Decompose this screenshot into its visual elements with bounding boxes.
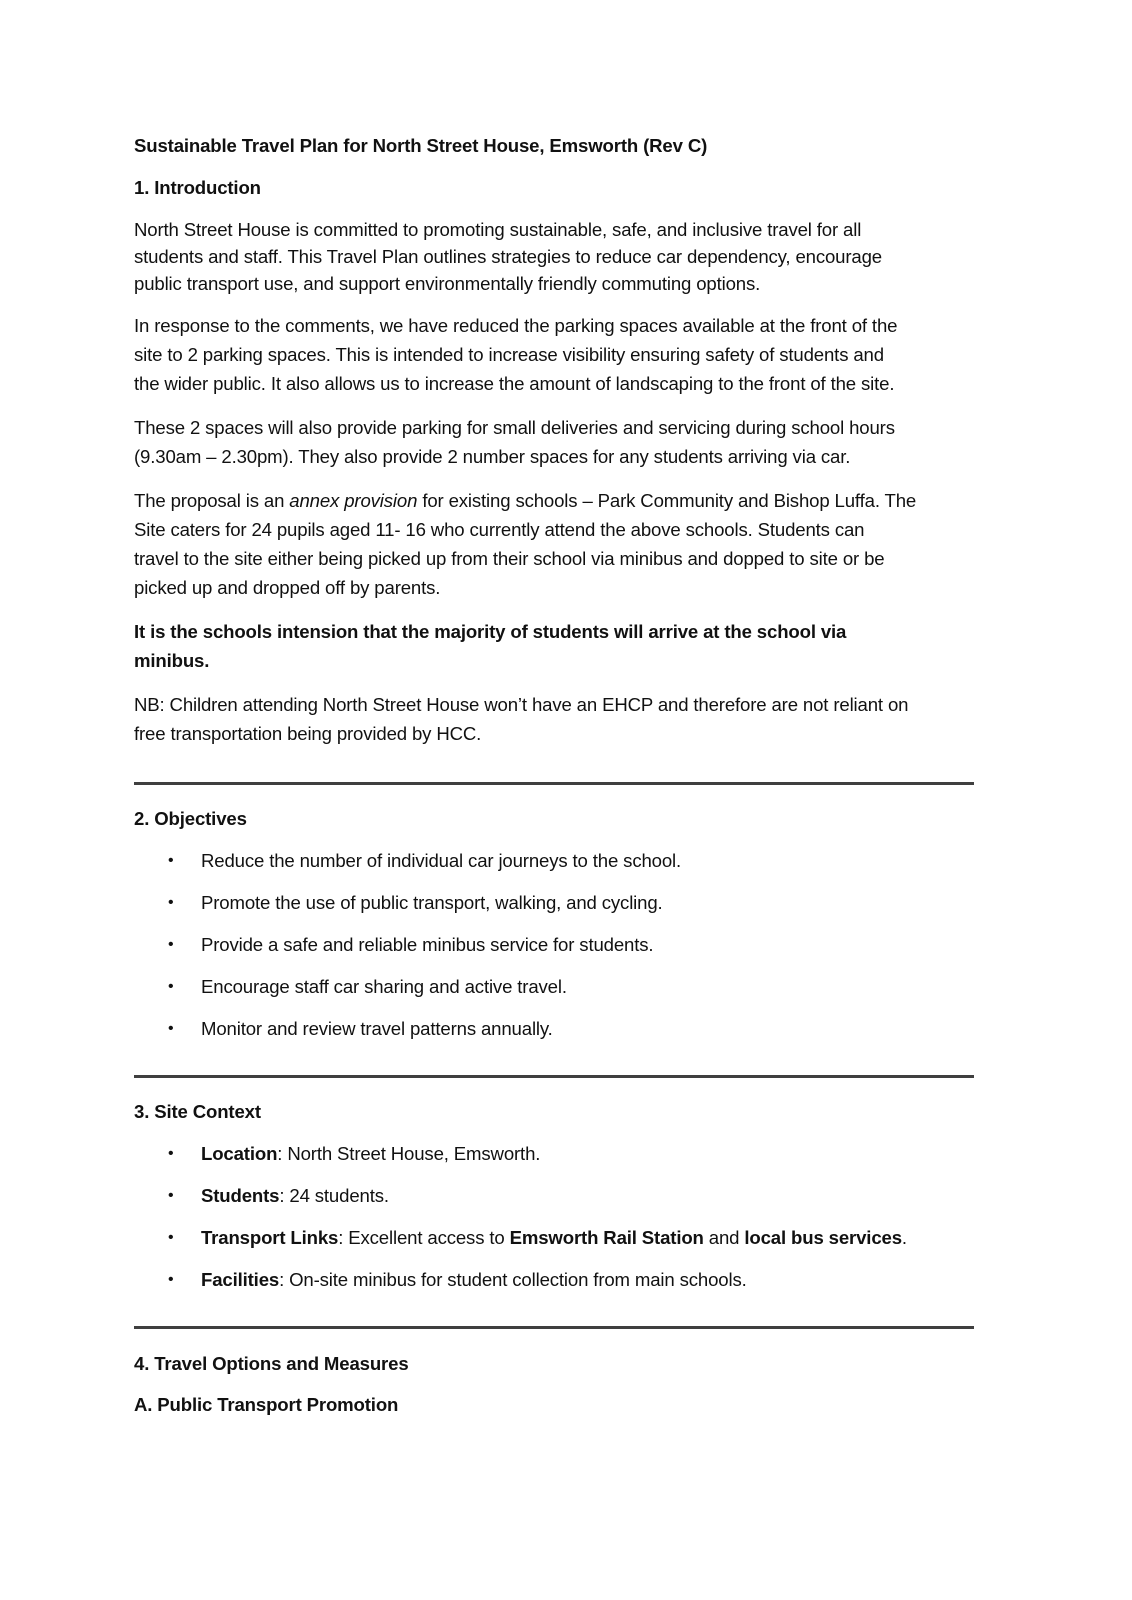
- paragraph-line: the wider public. It also allows us to increase the amount of landscaping to the front of the site.: [134, 373, 895, 394]
- paragraph-line: North Street House is committed to promoting sustainable, safe, and inclusive travel for all: [134, 219, 862, 240]
- paragraph-line: In response to the comments, we have reduced the parking spaces available at the front of the: [134, 315, 898, 336]
- section-divider: [134, 782, 974, 785]
- paragraph-line: NB: Children attending North Street House won’t have an EHCP and therefore are not reliant on: [134, 694, 909, 715]
- bullet-icon: •: [168, 1271, 174, 1288]
- emphasis-rail-station: Emsworth Rail Station: [509, 1227, 704, 1248]
- paragraph-line: site to 2 parking spaces. This is intended to increase visibility ensuring safety of students and: [134, 344, 884, 365]
- item-label: Facilities: [201, 1269, 280, 1290]
- item-value: and: [703, 1227, 745, 1248]
- bullet-icon: •: [168, 1020, 174, 1037]
- item-value: .: [901, 1227, 907, 1248]
- item-label: Students: [201, 1185, 280, 1206]
- document-title: Sustainable Travel Plan for North Street House, Emsworth (Rev C): [134, 135, 708, 156]
- item-label: Location: [201, 1143, 278, 1164]
- paragraph-line: (9.30am – 2.30pm). They also provide 2 number spaces for any students arriving via car.: [134, 446, 851, 467]
- paragraph-line: free transportation being provided by HCC.: [134, 723, 482, 744]
- subsection-heading-public-transport: A. Public Transport Promotion: [134, 1394, 399, 1415]
- section-heading-travel-options: 4. Travel Options and Measures: [134, 1353, 409, 1374]
- bullet-icon: •: [168, 1229, 174, 1246]
- paragraph-line: It is the schools intension that the majority of students will arrive at the school via: [134, 621, 847, 642]
- paragraph-line: [134, 490, 916, 512]
- item-value: : Excellent access to: [338, 1227, 510, 1248]
- item-value: : North Street House, Emsworth.: [277, 1143, 541, 1164]
- section-heading-site-context: 3. Site Context: [134, 1101, 261, 1122]
- list-item-text: Reduce the number of individual car journeys to the school.: [201, 850, 682, 871]
- item-value: : On-site minibus for student collection from main schools.: [279, 1269, 747, 1290]
- list-item-text: Monitor and review travel patterns annually.: [201, 1018, 553, 1039]
- paragraph-line: picked up and dropped off by parents.: [134, 577, 441, 598]
- section-heading-objectives: 2. Objectives: [134, 808, 247, 829]
- list-item-text: [201, 1185, 389, 1207]
- bullet-icon: •: [168, 1145, 174, 1162]
- emphasis-bus-services: local bus services: [744, 1227, 902, 1248]
- list-item-text: [201, 1227, 907, 1249]
- list-item-text: [201, 1143, 540, 1165]
- bullet-icon: •: [168, 852, 174, 869]
- bullet-icon: •: [168, 1187, 174, 1204]
- text-run: for existing schools – Park Community and Bishop Luffa. The: [417, 490, 917, 511]
- list-item-text: [201, 1269, 747, 1291]
- paragraph-line: Site caters for 24 pupils aged 11- 16 who currently attend the above schools. Students can: [134, 519, 865, 540]
- paragraph-line: public transport use, and support environmentally friendly commuting options.: [134, 273, 761, 294]
- list-item-text: Provide a safe and reliable minibus service for students.: [201, 934, 654, 955]
- section-divider: [134, 1075, 974, 1078]
- bullet-icon: •: [168, 894, 174, 911]
- bullet-icon: •: [168, 936, 174, 953]
- section-divider: [134, 1326, 974, 1329]
- paragraph-line: These 2 spaces will also provide parking for small deliveries and servicing during school hours: [134, 417, 895, 438]
- section-heading-introduction: 1. Introduction: [134, 177, 261, 198]
- item-label: Transport Links: [201, 1227, 339, 1248]
- list-item-text: Promote the use of public transport, walking, and cycling.: [201, 892, 663, 913]
- paragraph-line: minibus.: [134, 650, 210, 671]
- paragraph-line: students and staff. This Travel Plan outlines strategies to reduce car dependency, encourage: [134, 246, 882, 267]
- item-value: : 24 students.: [279, 1185, 389, 1206]
- emphasis-annex-provision: annex provision: [289, 490, 418, 511]
- bullet-icon: •: [168, 978, 174, 995]
- list-item-text: Encourage staff car sharing and active travel.: [201, 976, 567, 997]
- paragraph-line: travel to the site either being picked up from their school via minibus and dopped to site or be: [134, 548, 885, 569]
- text-run: The proposal is an: [134, 490, 290, 511]
